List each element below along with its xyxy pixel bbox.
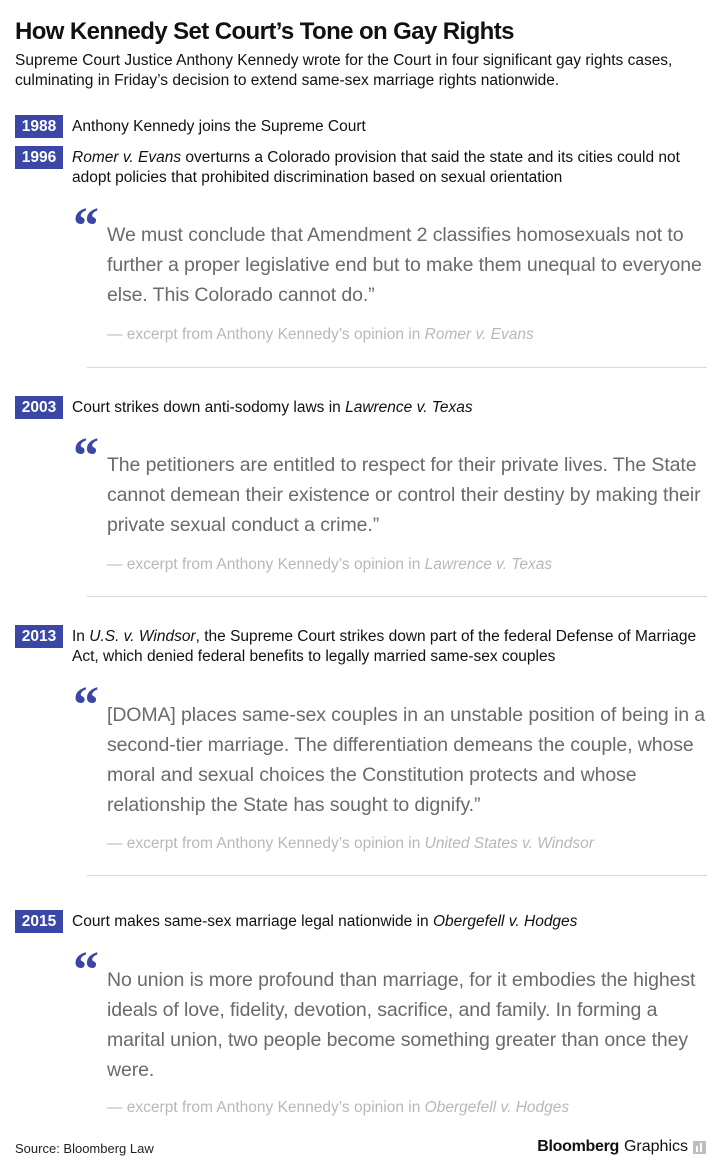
quote-text: The petitioners are entitled to respect for their private lives. The State cannot demean their existence or control their destiny by making their private sexual conduct a crime.” <box>107 454 701 536</box>
divider <box>87 367 707 368</box>
timeline-entry-2015 <box>15 910 707 1120</box>
quote-attribution: — excerpt from Anthony Kennedy’s opinion in United States v. Windsor <box>107 835 594 852</box>
event-description: Anthony Kennedy joins the Supreme Court <box>72 118 366 135</box>
timeline-entry-2013 <box>15 625 707 880</box>
quote-attribution: — excerpt from Anthony Kennedy’s opinion in Romer v. Evans <box>107 326 534 343</box>
quote-mark-icon: “ <box>73 428 99 485</box>
quote-text: We must conclude that Amendment 2 classifies homosexuals not to further a proper legislative end but to make them unequal to everyone else. This Colorado cannot do.” <box>107 224 702 306</box>
quote-attribution: — excerpt from Anthony Kennedy’s opinion in Obergefell v. Hodges <box>107 1099 570 1116</box>
brand-label: Graphics <box>623 1138 688 1155</box>
page-title: How Kennedy Set Court’s Tone on Gay Rights <box>15 18 514 45</box>
chart-bars-icon <box>693 1141 706 1154</box>
source-note: Source: Bloomberg Law <box>15 1141 154 1156</box>
quote-text: No union is more profound than marriage, for it embodies the highest ideals of love, fidelity, devotion, sacrifice, and family. In forming a marital union, two people become something greater than once they were. <box>107 969 696 1081</box>
year-badge: 2003 <box>15 396 63 419</box>
brand-logo <box>537 1138 706 1156</box>
event-description: Court strikes down anti-sodomy laws in Lawrence v. Texas <box>72 399 473 416</box>
page-subtitle: Supreme Court Justice Anthony Kennedy wrote for the Court in four significant gay rights cases, culminating in Friday’s decision to extend same-sex marriage rights nationwide. <box>15 52 673 89</box>
year-badge: 2015 <box>15 910 63 933</box>
event-description: Romer v. Evans overturns a Colorado provision that said the state and its cities could not adopt policies that prohibited discrimination based on sexual orientation <box>72 149 680 186</box>
quote-mark-icon: “ <box>73 942 99 999</box>
year-badge: 1988 <box>15 115 63 138</box>
timeline-entry-2003 <box>15 396 707 600</box>
event-description: In U.S. v. Windsor, the Supreme Court strikes down part of the federal Defense of Marriage Act, which denied federal benefits to legally married same-sex couples <box>72 628 697 665</box>
event-description: Court makes same-sex marriage legal nationwide in Obergefell v. Hodges <box>72 913 578 930</box>
quote-mark-icon: “ <box>73 677 99 734</box>
timeline-entry-1988 <box>15 115 707 139</box>
quote-attribution: — excerpt from Anthony Kennedy’s opinion in Lawrence v. Texas <box>107 556 553 573</box>
divider <box>87 596 707 597</box>
divider <box>87 875 707 876</box>
year-badge: 2013 <box>15 625 63 648</box>
quote-text: [DOMA] places same-sex couples in an unstable position of being in a second-tier marriage. The differentiation demeans the couple, whose moral and sexual choices the Constitution protects and whose relationship the State has sought to dignify.” <box>107 704 706 816</box>
year-badge: 1996 <box>15 146 63 169</box>
quote-mark-icon: “ <box>73 198 99 255</box>
brand-name: Bloomberg <box>537 1138 619 1155</box>
timeline-entry-1996 <box>15 146 707 369</box>
